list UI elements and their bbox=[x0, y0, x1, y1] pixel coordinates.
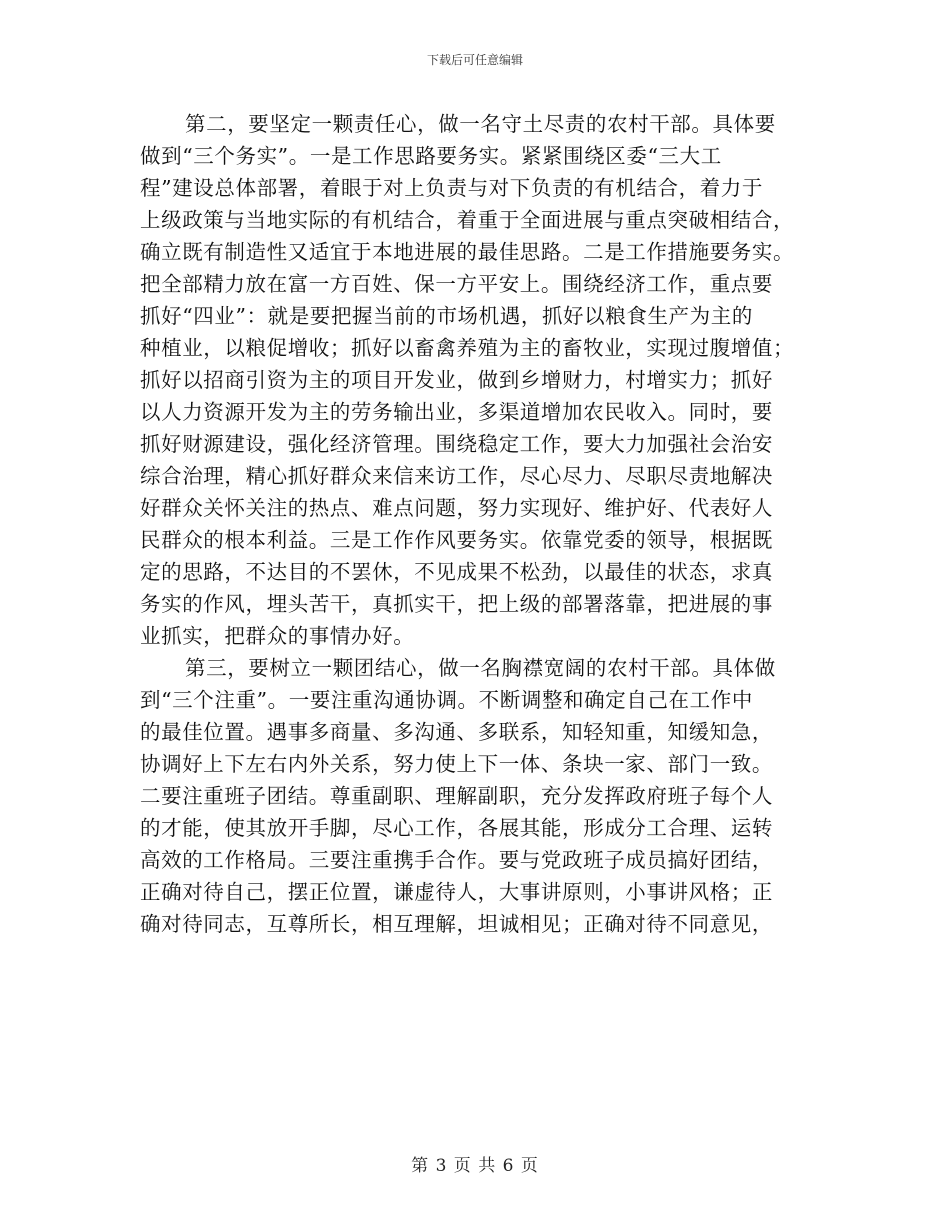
paragraph-2-line-1: 第三，要树立一颗团结心，做一名胸襟宽阔的农村干部。具体做 bbox=[185, 656, 776, 680]
paragraph-2-line-4: 协调好上下左右内外关系，努力使上下一体、条块一家、部门一致。 bbox=[140, 752, 773, 776]
paragraph-2-line-5: 二要注重班子团结。尊重副职、理解副职，充分发挥政府班子每个人 bbox=[140, 784, 773, 808]
paragraph-1-line-12: 综合治理，精心抓好群众来信来访工作，尽心尽力、尽职尽责地解决 bbox=[140, 464, 773, 488]
paragraph-1-line-4: 上级政策与当地实际的有机结合，着重于全面进展与重点突破相结合， bbox=[140, 208, 795, 232]
paragraph-1-line-17: 业抓实，把群众的事情办好。 bbox=[140, 624, 415, 648]
footer-total-pages: 6 bbox=[502, 1156, 515, 1176]
paragraph-1-line-16: 务实的作风，埋头苦干，真抓实干，把上级的部署落靠，把进展的事 bbox=[140, 592, 773, 616]
paragraph-2-line-6: 的才能，使其放开手脚，尽心工作，各展其能，形成分工合理、运转 bbox=[140, 816, 773, 840]
paragraph-1-line-14: 民群众的根本利益。三是工作作风要务实。依靠党委的领导，根据既 bbox=[140, 528, 773, 552]
footer-prefix: 第 bbox=[411, 1156, 430, 1176]
paragraph-2-line-3: 的最佳位置。遇事多商量、多沟通、多联系，知轻知重，知缓知急， bbox=[140, 720, 773, 744]
footer-middle: 页 共 bbox=[453, 1156, 497, 1176]
paragraph-1-line-6: 把全部精力放在富一方百姓、保一方平安上。围绕经济工作，重点要 bbox=[140, 272, 773, 296]
paragraph-1-line-10: 以人力资源开发为主的劳务输出业，多渠道增加农民收入。同时，要 bbox=[140, 400, 773, 424]
paragraph-1-line-5: 确立既有制造性又适宜于本地进展的最佳思路。二是工作措施要务实。 bbox=[140, 240, 795, 264]
paragraph-1-line-3: 程”建设总体部署，着眼于对上负责与对下负责的有机结合，着力于 bbox=[140, 176, 763, 200]
paragraph-2-line-9: 确对待同志，互尊所长，相互理解，坦诚相见；正确对待不同意见， bbox=[140, 912, 773, 936]
paragraph-1-line-15: 定的思路，不达目的不罢休，不见成果不松劲，以最佳的状态，求真 bbox=[140, 560, 773, 584]
page-footer bbox=[0, 1155, 950, 1177]
paragraph-1-line-2: 做到“三个务实”。一是工作思路要务实。紧紧围绕区委“三大工 bbox=[140, 144, 722, 168]
paragraph-1-line-7: 抓好“四业”：就是要把握当前的市场机遇，抓好以粮食生产为主的 bbox=[140, 304, 753, 328]
paragraph-1-line-9: 抓好以招商引资为主的项目开发业，做到乡增财力，村增实力；抓好 bbox=[140, 368, 773, 392]
paragraph-1-line-13: 好群众关怀关注的热点、难点问题，努力实现好、维护好、代表好人 bbox=[140, 496, 773, 520]
paragraph-1-line-1: 第二，要坚定一颗责任心，做一名守土尽责的农村干部。具体要 bbox=[185, 112, 776, 136]
footer-suffix: 页 bbox=[520, 1156, 539, 1176]
paragraph-2-line-2: 到“三个注重”。一要注重沟通协调。不断调整和确定自己在工作中 bbox=[140, 688, 753, 712]
paragraph-1-line-8: 种植业，以粮促增收；抓好以畜禽养殖为主的畜牧业，实现过腹增值； bbox=[140, 336, 795, 360]
document-body bbox=[140, 108, 808, 940]
page-header-note: 下载后可任意编辑 bbox=[426, 53, 523, 67]
paragraph-2-line-8: 正确对待自己，摆正位置，谦虚待人，大事讲原则，小事讲风格；正 bbox=[140, 880, 773, 904]
paragraph-2-line-7: 高效的工作格局。三要注重携手合作。要与党政班子成员搞好团结， bbox=[140, 848, 773, 872]
footer-current-page: 3 bbox=[435, 1156, 448, 1176]
paragraph-1-line-11: 抓好财源建设，强化经济管理。围绕稳定工作，要大力加强社会治安 bbox=[140, 432, 773, 456]
